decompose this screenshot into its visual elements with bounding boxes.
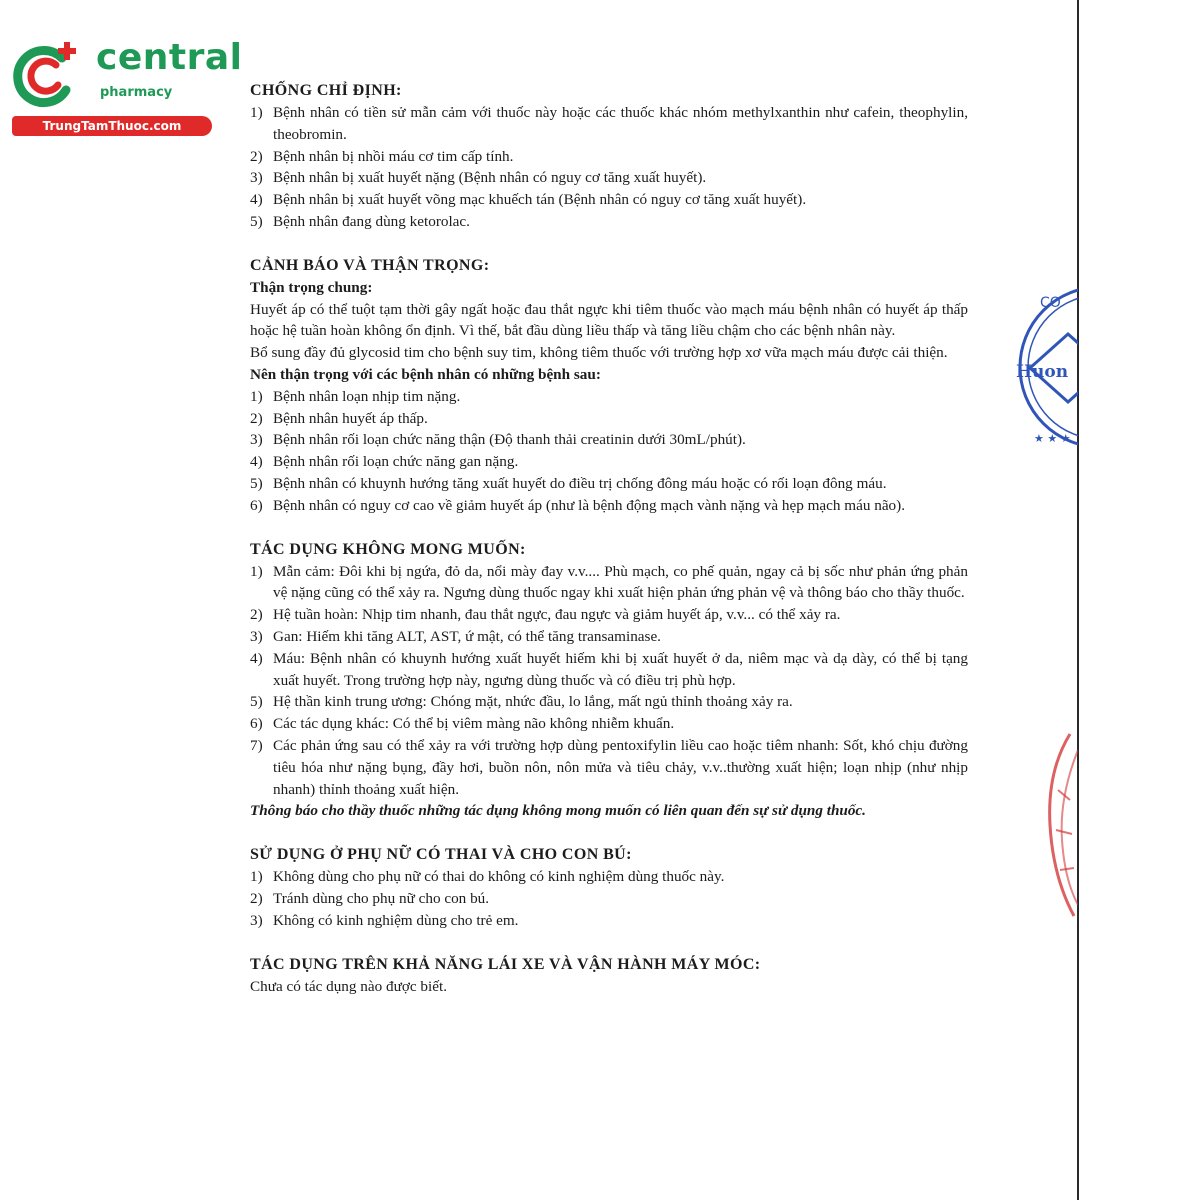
paragraph: Huyết áp có thể tuột tạm thời gây ngất hoặc đau thắt ngực khi tiêm thuốc vào mạch máu bệnh nhân có huyết áp thấp hoặc hệ tuần hoàn không ổn định. Vì thế, bắt đầu dùng liều thấp và tăng liều chậm cho các bệnh nhân này. — [250, 300, 968, 340]
page-margin-line — [1077, 0, 1079, 1200]
logo-subtitle: pharmacy — [100, 85, 173, 100]
logo-website: TrungTamThuoc.com — [12, 116, 212, 136]
list-item: 4) Bệnh nhân rối loạn chức năng gan nặng. — [250, 453, 519, 471]
adverse-effects-note: Thông báo cho thầy thuốc những tác dụng không mong muốn có liên quan đến sự sử dụng thuốc. — [250, 802, 866, 820]
section-warnings — [250, 255, 968, 517]
list-item: 3) Bệnh nhân bị xuất huyết nặng (Bệnh nhân có nguy cơ tăng xuất huyết). — [250, 169, 707, 187]
list-item: 3) Gan: Hiếm khi tăng ALT, AST, ứ mật, có thể tăng transaminase. — [250, 627, 661, 645]
list-item: 5) Bệnh nhân đang dùng ketorolac. — [250, 212, 470, 230]
list-item: 3) Không có kinh nghiệm dùng cho trẻ em. — [250, 911, 519, 929]
section-driving — [250, 954, 968, 998]
section-title: TÁC DỤNG KHÔNG MONG MUỐN: — [250, 540, 526, 558]
list-item: 5) Hệ thần kinh trung ương: Chóng mặt, nhức đầu, lo lắng, mất ngủ thỉnh thoảng xảy ra. — [250, 693, 793, 711]
list-item: 2) Hệ tuần hoàn: Nhịp tim nhanh, đau thắt ngực, đau ngực và giảm huyết áp, v.v... có thể xảy ra. — [250, 606, 841, 624]
list-item: 6) Các tác dụng khác: Có thể bị viêm màng não không nhiễm khuẩn. — [250, 715, 675, 733]
stamp-stars: ★ ★ ★ — [1034, 432, 1071, 445]
list-item: 4) Máu: Bệnh nhân có khuynh hướng xuất huyết hiếm khi bị xuất huyết ở da, niêm mạc và dạ dày, có thể bị tạng xuất huyết. Trong trường hợp này, ngưng dùng thuốc và có điều trị phù hợp. — [250, 649, 968, 689]
list-item: 1) Bệnh nhân có tiền sử mẫn cảm với thuốc này hoặc các thuốc khác nhóm methylxanthin như cafein, theophylin, theobromin. — [250, 104, 968, 143]
company-stamp — [1010, 282, 1078, 457]
section-title: TÁC DỤNG TRÊN KHẢ NĂNG LÁI XE VÀ VẬN HÀNH MÁY MÓC: — [250, 955, 761, 973]
stamp-company-text: CO — [1040, 295, 1061, 311]
list-item: 2) Tránh dùng cho phụ nữ cho con bú. — [250, 889, 490, 907]
section-title: SỬ DỤNG Ở PHỤ NỮ CÓ THAI VÀ CHO CON BÚ: — [250, 846, 632, 864]
red-seal-stamp — [1040, 730, 1078, 920]
central-pharmacy-logo-icon — [10, 38, 86, 114]
list-item: 2) Bệnh nhân huyết áp thấp. — [250, 409, 428, 427]
section-title: CẢNH BÁO VÀ THẬN TRỌNG: — [250, 256, 490, 274]
subsection-title: Nên thận trọng với các bệnh nhân có những bệnh sau: — [250, 365, 601, 383]
list-item: 3) Bệnh nhân rối loạn chức năng thận (Độ thanh thải creatinin dưới 30mL/phút). — [250, 431, 746, 449]
central-pharmacy-logo — [10, 36, 243, 140]
list-item: 7) Các phản ứng sau có thể xảy ra với trường hợp dùng pentoxifylin liều cao hoặc tiêm nhanh: Sốt, khó chịu đường tiêu hóa như nặng bụng, đầy hơi, buồn nôn, nôn mửa và tiêu chảy, v.v..thường xuất hiện; loạn nhịp (như nhịp nhanh) thỉnh thoảng xuất hiện. — [250, 736, 968, 798]
section-adverse-effects — [250, 539, 968, 823]
section-title: CHỐNG CHỈ ĐỊNH: — [250, 82, 402, 99]
document-body — [250, 80, 968, 1019]
list-item: 1) Mẫn cảm: Đôi khi bị ngứa, đỏ da, nổi mày đay v.v.... Phù mạch, co phế quản, ngay cả bị sốc như phản ứng phản vệ nặng cũng có thể xảy ra. Ngưng dùng thuốc ngay khi xuất hiện phản ứng phản vệ và thông báo cho thầy thuốc. — [250, 562, 968, 602]
paragraph: Bổ sung đầy đủ glycosid tim cho bệnh suy tim, không tiêm thuốc với trường hợp xơ vữa mạch máu được cải thiện. — [250, 344, 948, 362]
list-item: 5) Bệnh nhân có khuynh hướng tăng xuất huyết do điều trị chống đông máu hoặc có rối loạn đông máu. — [250, 474, 887, 492]
subsection-title: Thận trọng chung: — [250, 278, 373, 296]
section-contraindications — [250, 80, 968, 233]
paragraph: Chưa có tác dụng nào được biết. — [250, 977, 447, 995]
stamp-name-text: Huon — [1016, 362, 1069, 382]
list-item: 1) Không dùng cho phụ nữ có thai do không có kinh nghiệm dùng thuốc này. — [250, 868, 725, 886]
logo-name: central — [96, 37, 243, 78]
section-pregnancy — [250, 844, 968, 931]
list-item: 6) Bệnh nhân có nguy cơ cao về giảm huyết áp (như là bệnh động mạch vành nặng và hẹp mạch máu não). — [250, 496, 906, 514]
list-item: 4) Bệnh nhân bị xuất huyết võng mạc khuếch tán (Bệnh nhân có nguy cơ tăng xuất huyết). — [250, 191, 807, 209]
list-item: 1) Bệnh nhân loạn nhịp tim nặng. — [250, 387, 461, 405]
list-item: 2) Bệnh nhân bị nhồi máu cơ tim cấp tính. — [250, 147, 514, 165]
